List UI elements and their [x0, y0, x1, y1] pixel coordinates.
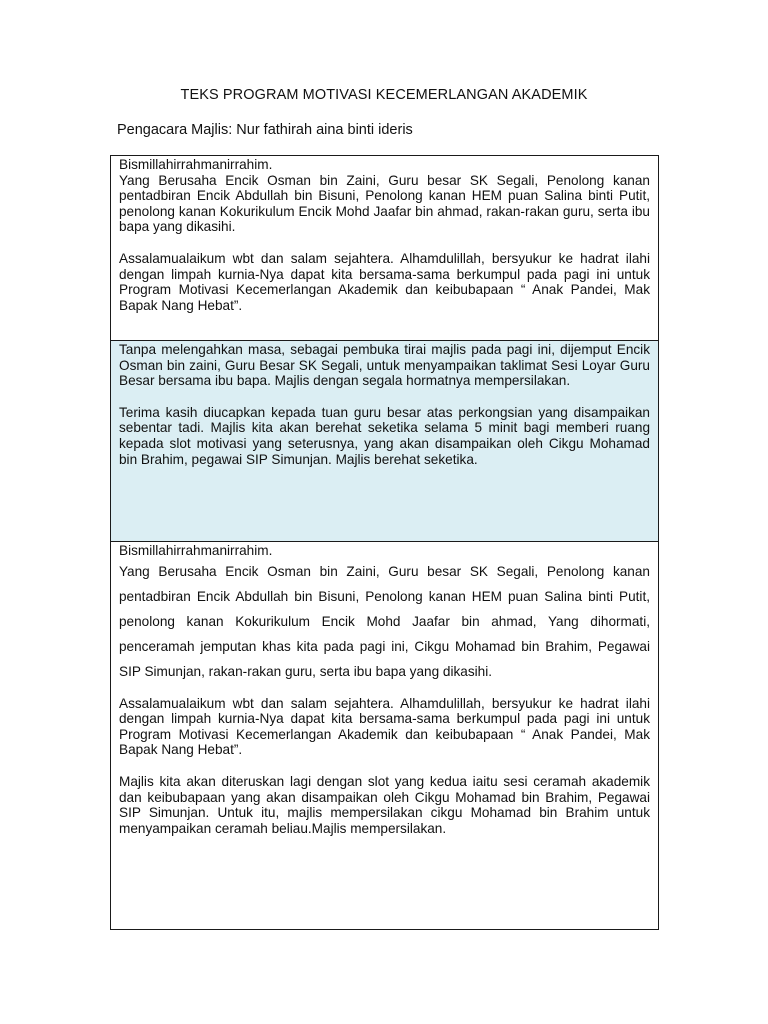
document-title: TEKS PROGRAM MOTIVASI KECEMERLANGAN AKADEMIK: [180, 87, 588, 103]
talk-salutation: Yang Berusaha Encik Osman bin Zaini, Guru besar SK Segali, Penolong kanan pentadbiran Encik Abdullah bin Bisuni, Penolong kanan HEM puan Salina binti Putit, penolong kanan Kokurikulum Encik Mohd Jaafar bin ahmad, Yang dihormati, penceramah jemputan khas kita pada pagi ini, Cikgu Mohamad bin Brahim, Pegawai SIP Simunjan, rakan-rakan guru, serta ibu bapa yang dikasihi.: [119, 563, 650, 680]
principal-session-box: [110, 340, 659, 542]
break-announcement: Terima kasih diucapkan kepada tuan guru besar atas perkongsian yang disampaikan sebentar tadi. Majlis kita akan berehat seketika selama 5 minit bagi memberi ruang kepada slot motivasi yang seterusnya, yang akan disampaikan oleh Cikgu Mohamad bin Brahim, pegawai SIP Simunjan. Majlis berehat seketika.: [119, 404, 650, 467]
opening-basmala: Bismillahirrahmanirrahim.: [119, 157, 273, 172]
principal-invitation: Tanpa melengahkan masa, sebagai pembuka tirai majlis pada pagi ini, dijemput Encik Osman bin zaini, Guru Besar SK Segali, untuk menyampaikan taklimat Sesi Loyar Guru Besar bersama ibu bapa. Majlis dengan segala hormatnya mempersilakan.: [119, 342, 650, 389]
talk-greeting: Assalamualaikum wbt dan salam sejahtera. Alhamdulillah, bersyukur ke hadrat ilahi dengan limpah kurnia-Nya dapat kita bersama-sama berkumpul pada pagi ini untuk Program Motivasi Kecemerlangan Akademik dan keibubapaan “ Anak Pandei, Mak Bapak Nang Hebat”.: [119, 695, 650, 758]
talk-basmala: Bismillahirrahmanirrahim.: [119, 543, 273, 558]
opening-remarks-box: [110, 155, 659, 341]
opening-greeting: Assalamualaikum wbt dan salam sejahtera. Alhamdulillah, bersyukur ke hadrat ilahi dengan limpah kurnia-Nya dapat kita bersama-sama berkumpul pada pagi ini untuk Program Motivasi Kecemerlangan Akademik dan keibubapaan “ Anak Pandei, Mak Bapak Nang Hebat”.: [119, 250, 650, 313]
talk-session-box: [110, 541, 659, 930]
opening-salutation: Yang Berusaha Encik Osman bin Zaini, Guru besar SK Segali, Penolong kanan pentadbiran Encik Abdullah bin Bisuni, Penolong kanan HEM puan Salina binti Putit, penolong kanan Kokurikulum Encik Mohd Jaafar bin ahmad, rakan-rakan guru, serta ibu bapa yang dikasihi.: [119, 172, 650, 235]
mc-line: Pengacara Majlis: Nur fathirah aina binti ideris: [117, 122, 413, 138]
talk-invitation: Majlis kita akan diteruskan lagi dengan slot yang kedua iaitu sesi ceramah akademik dan keibubapaan yang akan disampaikan oleh Cikgu Mohamad bin Brahim, Pegawai SIP Simunjan. Untuk itu, majlis mempersilakan cikgu Mohamad bin Brahim untuk menyampaikan ceramah beliau.Majlis mempersilakan.: [119, 773, 650, 836]
